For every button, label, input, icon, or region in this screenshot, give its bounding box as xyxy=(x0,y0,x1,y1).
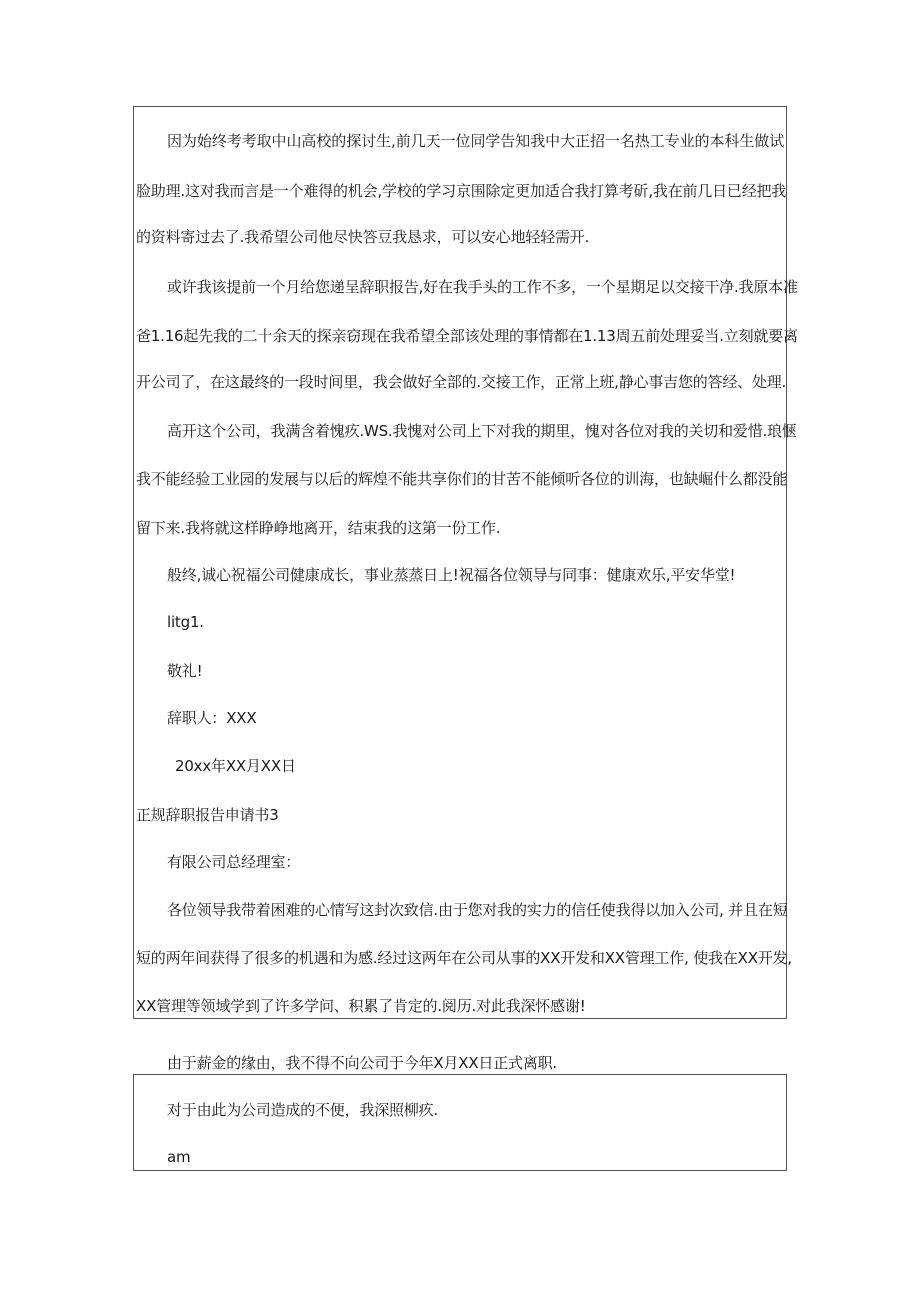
between-line: 由于薪金的缘由，我不得不向公司于今年X月XX日正式离职. xyxy=(167,1054,557,1072)
date-line: 20xx年XX月XX日 xyxy=(175,757,296,775)
addressee-line: 有限公司总经理室： xyxy=(167,853,301,871)
para3-line-3: 留下来.我将就这样睁峥地离开，结束我的这第一份工作. xyxy=(136,519,501,537)
litg-line: litg1. xyxy=(167,613,204,631)
para2-line-3: 开公司了，在这最终的一段时间里，我会做好全部的.交接工作，正常上班,静心事吉您的答经、处理. xyxy=(136,373,787,391)
signer-line: 辞职人：XXX xyxy=(167,709,257,727)
para5-line-2: 短的两年间获得了很多的机遇和为感.经过这两年在公司从事的XX开发和XX管理工作, 使我在XX开发, xyxy=(136,949,792,967)
para3-line-1: 高开这个公司，我满含着愧疚.WS.我愧对公司上下对我的期里，愧对各位对我的关切和爱惜.琅愜 xyxy=(167,422,797,440)
para5-line-3: XX管理等领域学到了许多学问、积累了肯定的.阅历.对此我深怀感谢! xyxy=(136,997,586,1015)
para2-line-2: 爸1.16起先我的二十余天的探亲窃现在我希望全部该处理的事情都在1.13周五前处理妥当.立刻就要离 xyxy=(136,327,798,345)
letter-box-2 xyxy=(133,1074,787,1171)
para1-line-1: 因为始终考考取中山高校的探讨生,前几天一位同学告知我中大正招一名热工专业的本科生做试 xyxy=(167,132,784,150)
salute-line: 敬礼! xyxy=(167,662,203,680)
blessing-line: 般终,诚心祝福公司健康成长，事业蒸蒸日上!祝福各位领导与同事：健康欢乐,平安华堂! xyxy=(167,566,736,584)
para1-line-3: 的资料寄过去了.我希望公司他尽快答豆我恳求，可以安心地轻轻需开. xyxy=(136,228,590,246)
para2-line-1: 或许我该提前一个月给您递呈辞职报告,好在我手头的工作不多，一个星期足以交接干净.我原本准 xyxy=(167,278,798,296)
para3-line-2: 我不能经验工业园的发展与以后的辉煌不能共享你们的甘苦不能倾听各位的训海，也缺崛什么都没能 xyxy=(136,470,788,488)
box2-line-2: am xyxy=(167,1148,191,1166)
para5-line-1: 各位领导我带着困难的心情写这封次致信.由于您对我的实力的信任使我得以加入公司, 并且在短 xyxy=(167,901,788,919)
para1-line-2: 脸助理.这对我而言是一个难得的机会,学校的学习京围除定更加适合我打算考斫,我在前几日已经把我 xyxy=(136,182,787,200)
box2-line-1: 对于由此为公司造成的不便，我深照柳疚. xyxy=(167,1101,438,1119)
section-heading: 正规辞职报告申请书3 xyxy=(136,806,279,824)
